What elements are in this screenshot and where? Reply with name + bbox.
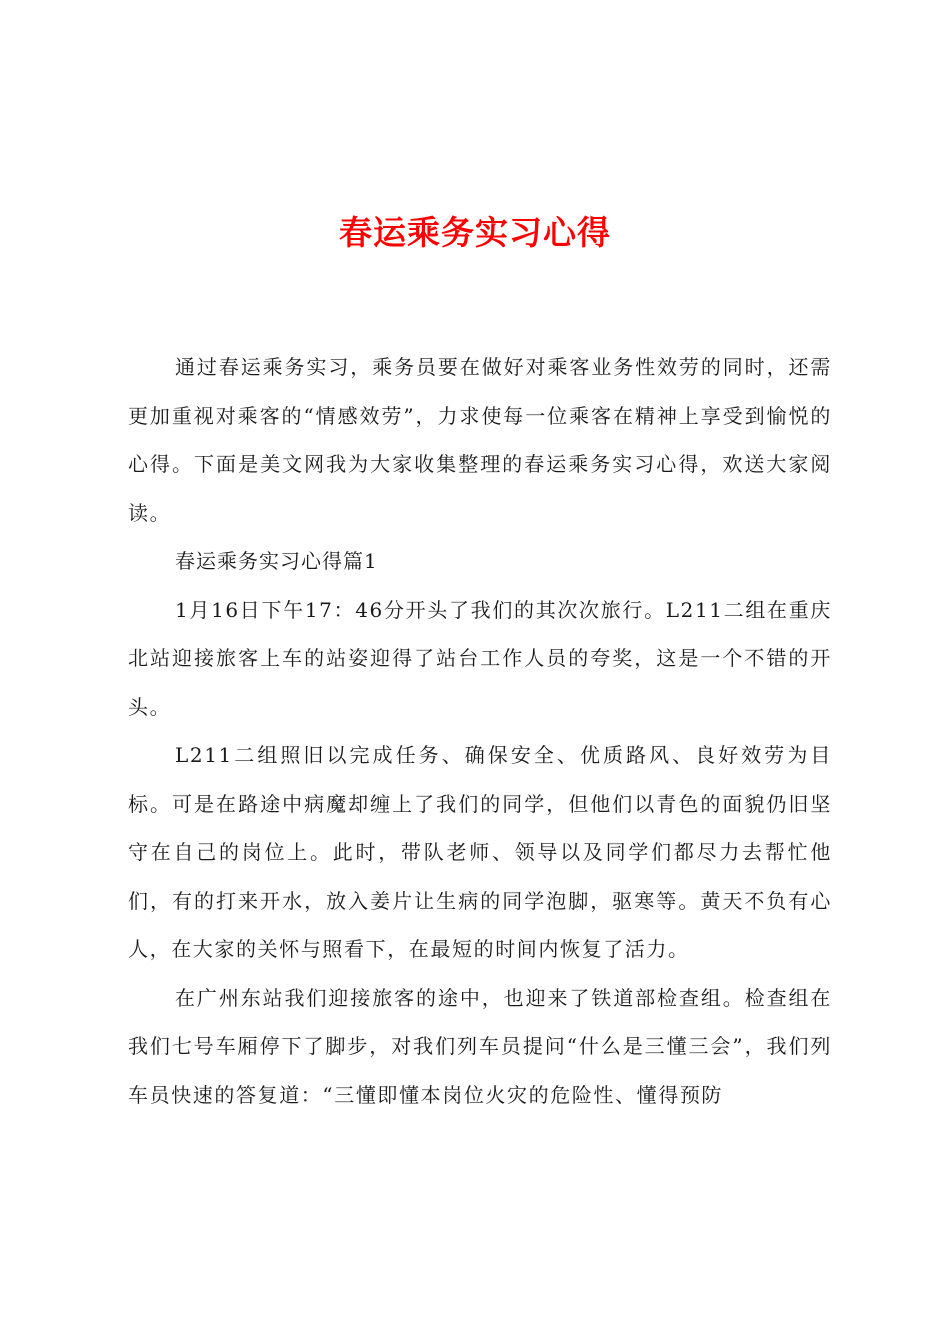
document-title: 春运乘务实习心得 (339, 213, 611, 252)
paragraph: L211二组照旧以完成任务、确保安全、优质路风、良好效劳为目标。可是在路途中病魔却缠上了我们的同学，但他们以青色的面貌仍旧坚守在自己的岗位上。此时，带队老师、领导以及同学们都尽力去帮忙他们，有的打来开水，放入姜片让生病的同学泡脚，驱寒等。黄天不负有心人，在大家的关怀与照看下，在最短的时间内恢复了活力。 (128, 743, 832, 961)
paragraph: 在广州东站我们迎接旅客的途中，也迎来了铁道部检查组。检查组在我们七号车厢停下了脚步，对我们列车员提问“什么是三懂三会”，我们列车员快速的答复道：“三懂即懂本岗位火灾的危险性、懂得预防 (128, 985, 832, 1107)
section-heading: 春运乘务实习心得篇1 (175, 549, 378, 573)
document-body (128, 343, 832, 1119)
paragraph-intro: 通过春运乘务实习，乘务员要在做好对乘客业务性效劳的同时，还需更加重视对乘客的“情感效劳”，力求使每一位乘客在精神上享受到愉悦的心得。下面是美文网我为大家收集整理的春运乘务实习心得，欢送大家阅读。 (128, 355, 832, 525)
paragraph: 1月16日下午17：46分开头了我们的其次次旅行。L211二组在重庆北站迎接旅客上车的站姿迎得了站台工作人员的夸奖，这是一个不错的开头。 (128, 597, 832, 719)
